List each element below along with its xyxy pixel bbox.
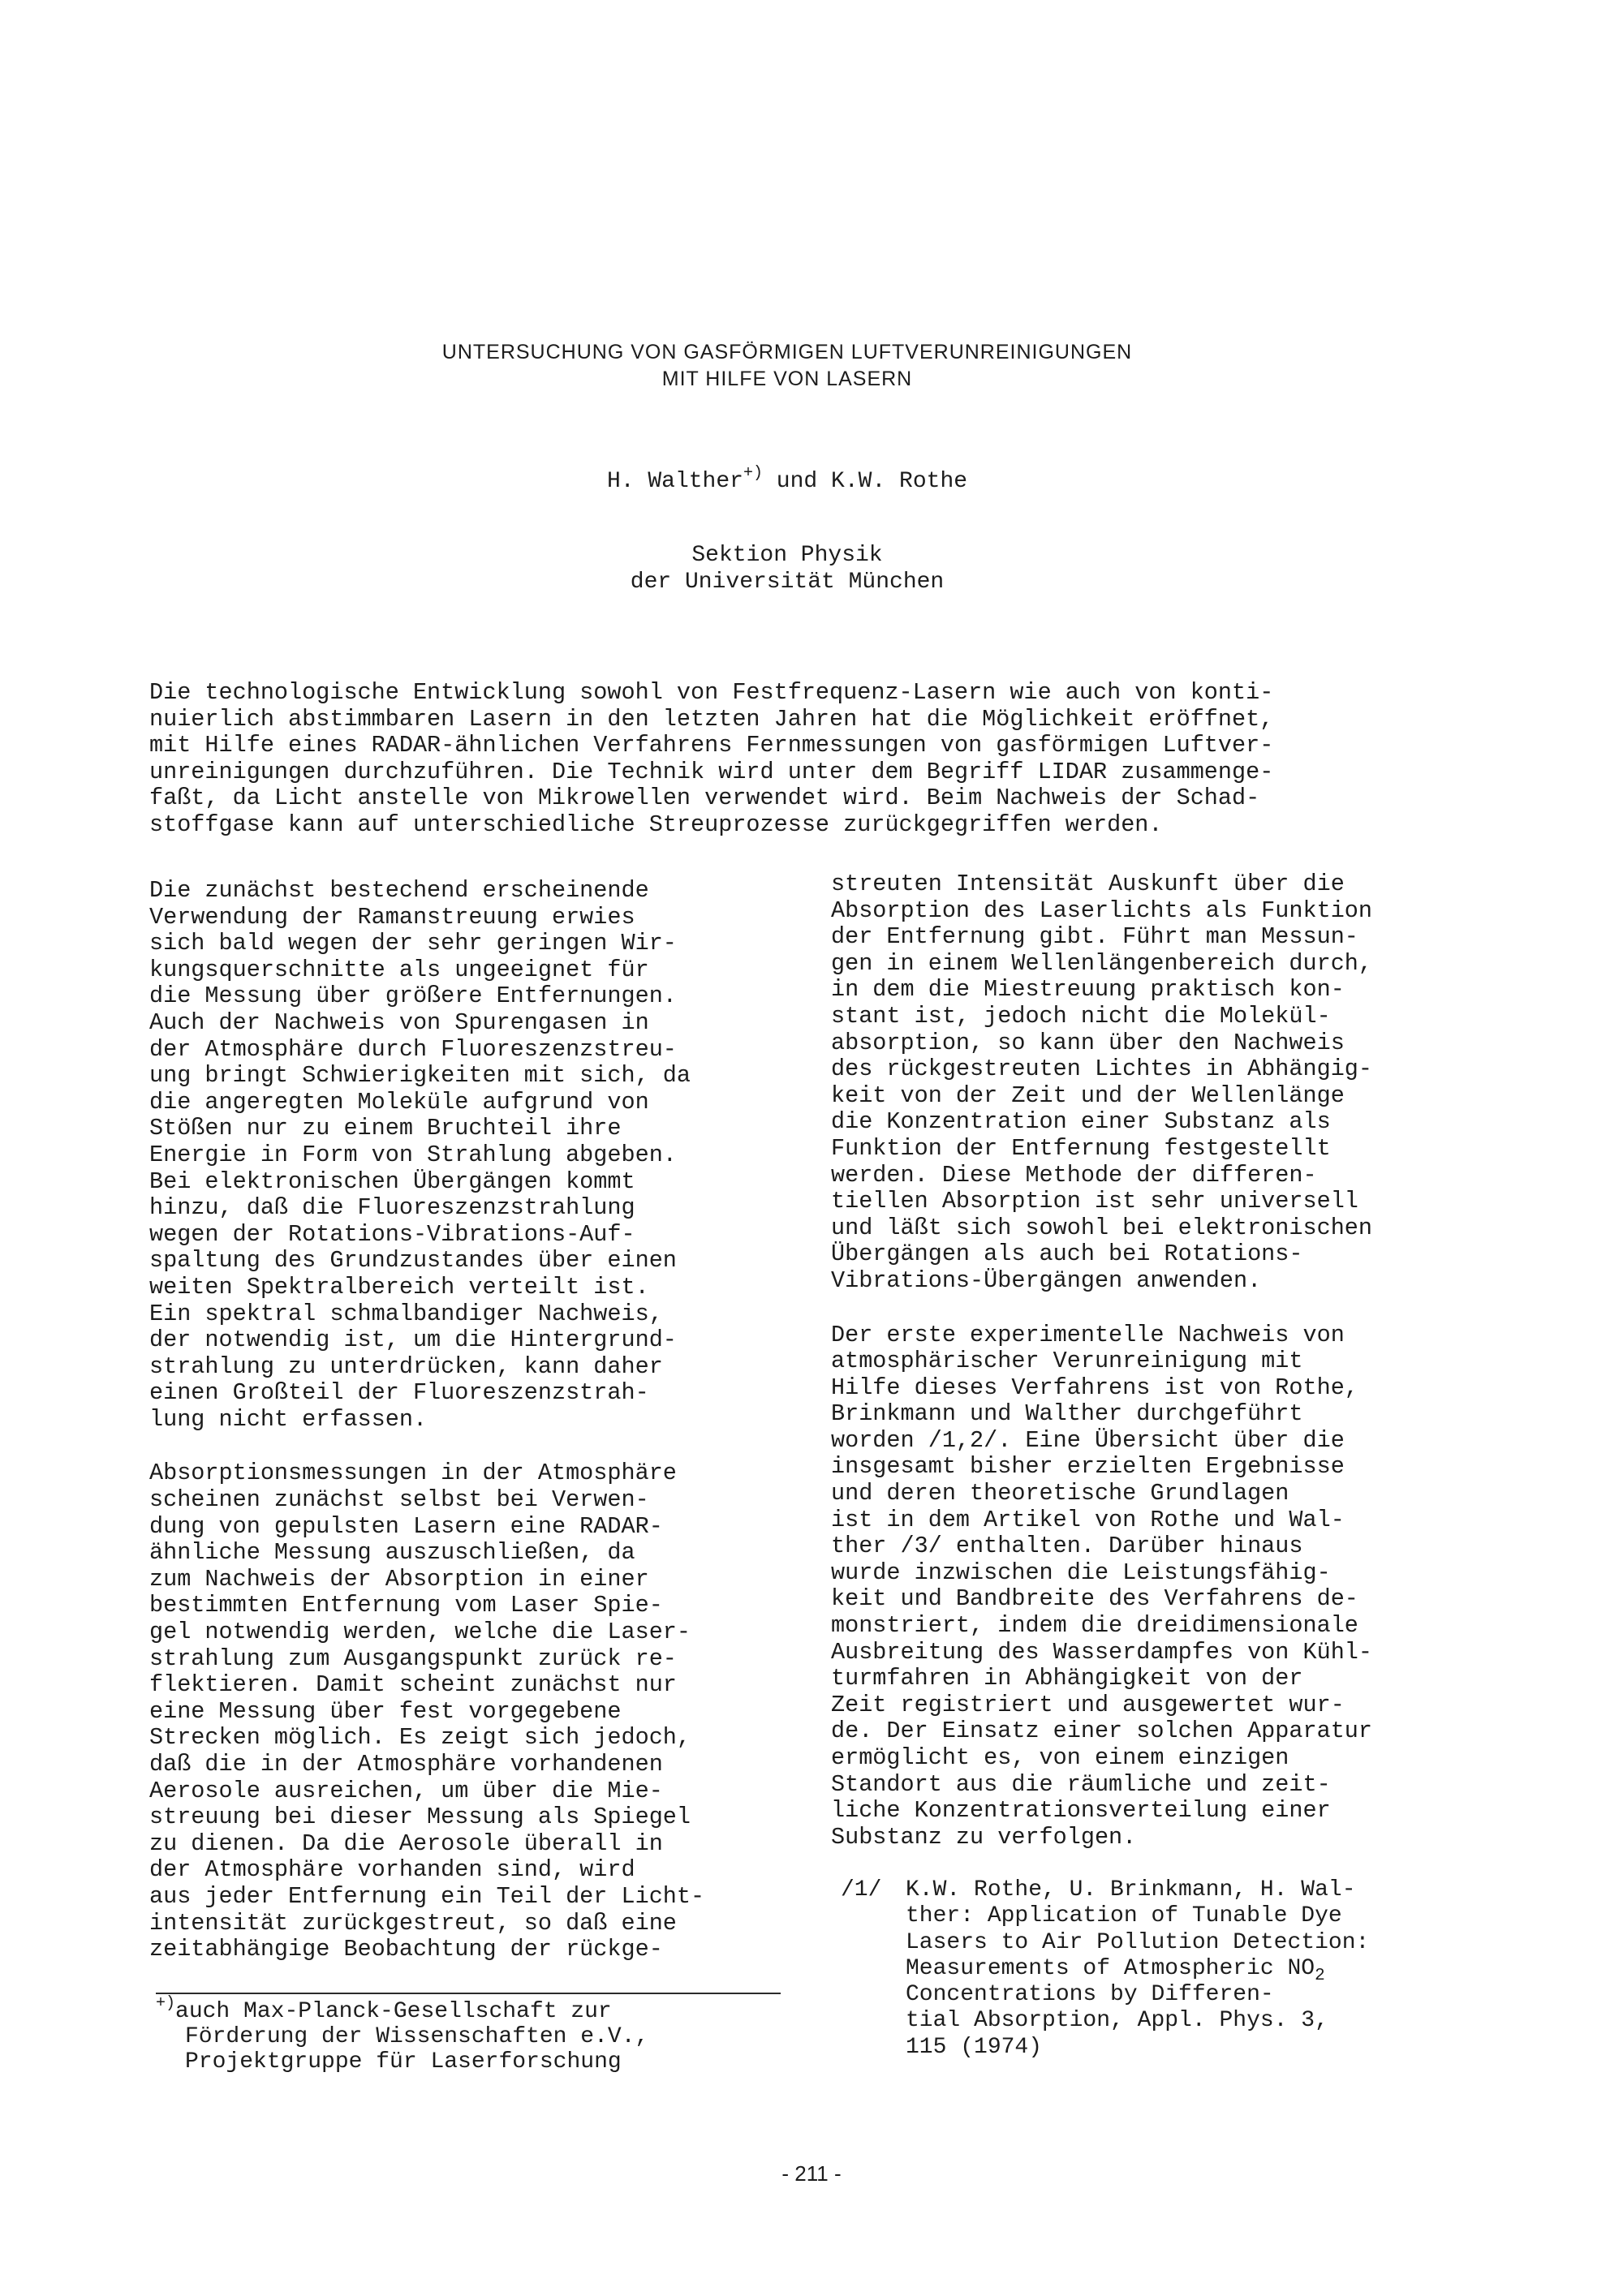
affiliation-line-2: der Universität München — [630, 570, 945, 595]
abstract-line: Die technologische Entwicklung sowohl von Festfrequenz-Lasern wie auch von konti- — [149, 679, 1274, 706]
paragraph-line: streuung bei dieser Messung als Spiegel — [149, 1804, 691, 1831]
paragraph-line: flektieren. Damit scheint zunächst nur — [149, 1671, 677, 1699]
paragraph-line: streuten Intensität Auskunft über die — [831, 871, 1345, 897]
reference-line-formula — [906, 1955, 1474, 1985]
footnote — [156, 1994, 805, 2075]
paragraph-line: der Atmosphäre durch Fluoreszenzstreu- — [149, 1035, 677, 1063]
reference-line: K.W. Rothe, U. Brinkmann, H. Wal- — [906, 1877, 1356, 1903]
paragraph-line: zeitabhängige Beobachtung der rückge- — [149, 1936, 663, 1963]
paragraph-line: Der erste experimentelle Nachweis von — [831, 1321, 1345, 1348]
reference-line: Concentrations by Differen- — [906, 1982, 1274, 2008]
paragraph-line: Ein spektral schmalbandiger Nachweis, — [149, 1300, 663, 1327]
abstract-line: mit Hilfe eines RADAR-ähnlichen Verfahrens Fernmessungen von gasförmigen Luftver- — [149, 732, 1274, 759]
paragraph-line: Absorptionsmessungen in der Atmosphäre — [149, 1460, 677, 1487]
paragraph-line: gel notwendig werden, welche die Laser- — [149, 1619, 691, 1646]
abstract-line: nuierlich abstimmbaren Lasern in den letzten Jahren hat die Möglichkeit eröffnet, — [149, 705, 1274, 733]
author-1: H. Walther — [606, 469, 743, 494]
paragraph-line: Verwendung der Ramanstreuung erwies — [149, 903, 635, 931]
paragraph-line: und deren theoretische Grundlagen — [831, 1480, 1289, 1507]
paragraph-line: einen Großteil der Fluoreszenzstrah- — [149, 1379, 649, 1407]
right-paragraph-1 — [831, 871, 1480, 1295]
paragraph-line: ist in dem Artikel von Rothe und Wal- — [831, 1506, 1345, 1533]
paragraph-line: wegen der Rotations-Vibrations-Auf- — [149, 1220, 635, 1248]
paragraph-line: lung nicht erfassen. — [149, 1405, 428, 1433]
no2-subscript: 2 — [1315, 1966, 1325, 1985]
paragraph-line: absorption, so kann über den Nachweis — [831, 1029, 1345, 1056]
abstract-line: faßt, da Licht anstelle von Mikrowellen verwendet wird. Beim Nachweis der Schad- — [149, 785, 1260, 812]
affiliation — [487, 542, 1087, 595]
paragraph-line: der Entfernung gibt. Führt man Messun- — [831, 923, 1358, 951]
paragraph-line: ermöglicht es, von einem einzigen — [831, 1744, 1289, 1771]
paragraph-line: die Konzentration einer Substanz als — [831, 1108, 1331, 1136]
author-line — [487, 464, 1087, 497]
paragraph-line: Substanz zu verfolgen. — [831, 1823, 1137, 1851]
paragraph-line: stant ist, jedoch nicht die Molekül- — [831, 1002, 1331, 1030]
paragraph-line: Die zunächst bestechend erscheinende — [149, 877, 649, 904]
left-column — [149, 878, 799, 1963]
paragraph-line: in dem die Miestreuung praktisch kon- — [831, 976, 1345, 1004]
paragraph-line: dung von gepulsten Lasern eine RADAR- — [149, 1512, 663, 1540]
reference-number: /1/ — [841, 1877, 882, 1903]
paragraph-line: Bei elektronischen Übergängen kommt — [149, 1167, 635, 1195]
paragraph-line: keit und Bandbreite des Verfahrens de- — [831, 1585, 1358, 1613]
paragraph-line: monstriert, indem die dreidimensionale — [831, 1612, 1358, 1640]
author-connector: und — [776, 469, 818, 494]
footnote-line: Förderung der Wissenschaften e.V., — [185, 2024, 649, 2049]
paragraph-line: und läßt sich sowohl bei elektronischen — [831, 1214, 1373, 1241]
paragraph-line: zu dienen. Da die Aerosole überall in — [149, 1829, 663, 1857]
paragraph-line: zum Nachweis der Absorption in einer — [149, 1565, 649, 1593]
footnote-text: auch Max-Planck-Gesellschaft zur — [175, 1999, 612, 2024]
reference-line: 115 (1974) — [906, 2034, 1043, 2060]
paragraph-line: Funktion der Entfernung festgestellt — [831, 1134, 1331, 1162]
paper-title — [390, 339, 1185, 393]
paragraph-line: Absorption des Laserlichts als Funktion — [831, 896, 1373, 924]
author-1-footnote-mark: +) — [743, 464, 763, 483]
paragraph-line: strahlung zu unterdrücken, kann daher — [149, 1352, 663, 1380]
paragraph-line: weiten Spektralbereich verteilt ist. — [149, 1273, 649, 1301]
paragraph-line: Ausbreitung des Wasserdampfes von Kühl- — [831, 1638, 1373, 1666]
paragraph-line: Strecken möglich. Es zeigt sich jedoch, — [149, 1724, 691, 1752]
paragraph-line: kungsquerschnitte als ungeeignet für — [149, 956, 649, 983]
paragraph-line: des rückgestreuten Lichtes in Abhängig- — [831, 1056, 1373, 1083]
paragraph-line: aus jeder Entfernung ein Teil der Licht- — [149, 1882, 705, 1910]
paragraph-line: ther /3/ enthalten. Darüber hinaus — [831, 1533, 1303, 1560]
paragraph-line: bestimmten Entfernung vom Laser Spie- — [149, 1592, 663, 1619]
paragraph-line: gen in einem Wellenlängenbereich durch, — [831, 949, 1373, 977]
paragraph-line: turmfahren in Abhängigkeit von der — [831, 1665, 1303, 1692]
paragraph-line: Auch der Nachweis von Spurengasen in — [149, 1008, 649, 1036]
paragraph-line: Übergängen als auch bei Rotations- — [831, 1240, 1303, 1268]
footnote-line — [156, 1994, 805, 2024]
reference-body — [906, 1877, 1474, 2061]
paragraph-line: ung bringt Schwierigkeiten mit sich, da — [149, 1062, 691, 1090]
reference-line: Lasers to Air Pollution Detection: — [906, 1929, 1370, 1955]
right-column — [831, 871, 1480, 1851]
paragraph-line: der Atmosphäre vorhanden sind, wird — [149, 1856, 635, 1884]
footnote-line: Projektgruppe für Laserforschung — [185, 2049, 622, 2075]
paragraph-line: die Messung über größere Entfernungen. — [149, 982, 677, 1010]
paragraph-line: Hilfe dieses Verfahrens ist von Rothe, — [831, 1374, 1358, 1401]
paragraph-line: Standort aus die räumliche und zeit- — [831, 1770, 1331, 1798]
paragraph-line: daß die in der Atmosphäre vorhandenen — [149, 1751, 663, 1778]
paragraph-line: de. Der Einsatz einer solchen Apparatur — [831, 1718, 1373, 1745]
abstract — [149, 680, 1464, 839]
left-paragraph-1 — [149, 878, 799, 1433]
paragraph-line: Zeit registriert und ausgewertet wur- — [831, 1691, 1345, 1718]
paragraph-line: keit von der Zeit und der Wellenlänge — [831, 1081, 1345, 1109]
paragraph-line: strahlung zum Ausgangspunkt zurück re- — [149, 1645, 677, 1672]
paragraph-line: scheinen zunächst selbst bei Verwen- — [149, 1486, 649, 1514]
author-2: K.W. Rothe — [831, 469, 968, 494]
paragraph-line: eine Messung über fest vorgegebene — [149, 1697, 622, 1725]
paragraph-line: liche Konzentrationsverteilung einer — [831, 1797, 1331, 1825]
paragraph-line: Brinkmann und Walther durchgeführt — [831, 1400, 1303, 1428]
reference-line: tial Absorption, Appl. Phys. 3, — [906, 2008, 1328, 2034]
reference-line-text: Measurements of Atmospheric NO — [906, 1955, 1315, 1981]
paragraph-line: worden /1,2/. Eine Übersicht über die — [831, 1426, 1345, 1454]
paragraph-line: Energie in Form von Strahlung abgeben. — [149, 1141, 677, 1168]
paragraph-line: tiellen Absorption ist sehr universell — [831, 1188, 1358, 1215]
paragraph-line: intensität zurückgestreut, so daß eine — [149, 1909, 677, 1937]
paragraph-line: hinzu, daß die Fluoreszenzstrahlung — [149, 1194, 635, 1222]
title-line-1: UNTERSUCHUNG VON GASFÖRMIGEN LUFTVERUNREINIGUNGEN — [441, 341, 1133, 363]
title-line-2: MIT HILFE VON LASERN — [661, 368, 913, 390]
left-paragraph-2 — [149, 1460, 799, 1963]
paragraph-line: Vibrations-Übergängen anwenden. — [831, 1266, 1262, 1294]
paragraph-line: ähnliche Messung auszuschließen, da — [149, 1539, 635, 1567]
right-paragraph-2 — [831, 1322, 1480, 1851]
paragraph-line: sich bald wegen der sehr geringen Wir- — [149, 930, 677, 957]
paragraph-line: Aerosole ausreichen, um über die Mie- — [149, 1777, 663, 1804]
footnote-mark: +) — [156, 1994, 176, 2013]
abstract-line: unreinigungen durchzuführen. Die Technik wird unter dem Begriff LIDAR zusammenge- — [149, 758, 1274, 785]
affiliation-line-1: Sektion Physik — [691, 543, 883, 568]
paragraph-line: spaltung des Grundzustandes über einen — [149, 1247, 677, 1275]
reference-line: ther: Application of Tunable Dye — [906, 1903, 1342, 1929]
paragraph-line: insgesamt bisher erzielten Ergebnisse — [831, 1453, 1345, 1481]
paragraph-line: der notwendig ist, um die Hintergrund- — [149, 1326, 677, 1354]
abstract-line: stoffgase kann auf unterschiedliche Streuprozesse zurückgegriffen werden. — [149, 810, 1163, 838]
paragraph-line: werden. Diese Methode der differen- — [831, 1161, 1317, 1189]
paragraph-line: die angeregten Moleküle aufgrund von — [149, 1088, 649, 1116]
paragraph-line: atmosphärischer Verunreinigung mit — [831, 1348, 1303, 1375]
paragraph-line: wurde inzwischen die Leistungsfähig- — [831, 1559, 1331, 1586]
footnote-rule — [156, 1993, 781, 1994]
paragraph-line: Stößen nur zu einem Bruchteil ihre — [149, 1115, 622, 1142]
page-number: - 211 - — [781, 2161, 842, 2186]
